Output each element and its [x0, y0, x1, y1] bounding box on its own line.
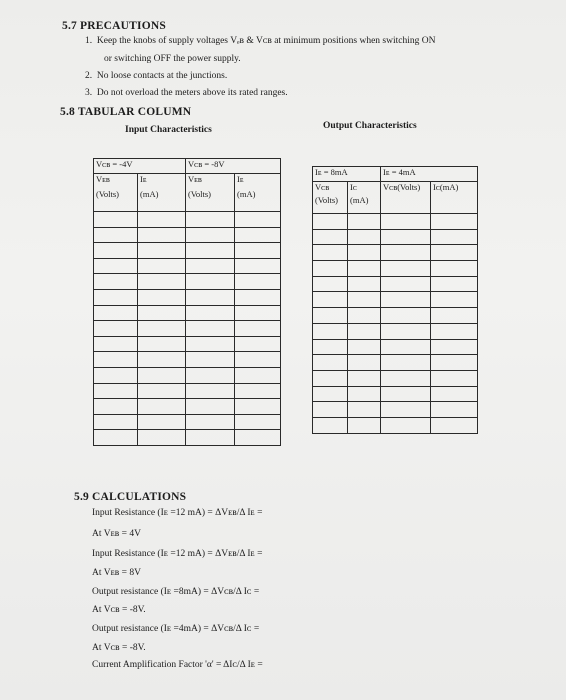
table-row [313, 276, 478, 292]
output-characteristics-title: Output Characteristics [323, 121, 417, 131]
output-table-header: Vᴄʙ(Volts) [381, 182, 431, 214]
blank-cell [138, 383, 186, 399]
blank-cell [235, 212, 281, 228]
blank-cell [94, 383, 138, 399]
blank-cell [138, 274, 186, 290]
blank-cell [381, 276, 431, 292]
blank-cell [313, 276, 348, 292]
table-row [94, 336, 281, 352]
table-row [94, 227, 281, 243]
blank-cell [94, 430, 138, 446]
blank-cell [381, 402, 431, 418]
calc-line-1: Input Resistance (Iᴇ =12 mA) = ΔVᴇʙ/Δ Iᴇ = [92, 508, 263, 518]
input-table-group-2: Vᴄʙ = -8V [186, 159, 281, 174]
blank-cell [235, 227, 281, 243]
blank-cell [348, 370, 381, 386]
blank-cell [431, 355, 478, 371]
blank-cell [381, 214, 431, 230]
table-row [313, 370, 478, 386]
blank-cell [186, 367, 235, 383]
blank-cell [431, 245, 478, 261]
blank-cell [381, 261, 431, 277]
output-table-header: Vᴄʙ (Volts) [313, 182, 348, 214]
blank-cell [94, 212, 138, 228]
table-row [94, 258, 281, 274]
blank-cell [431, 417, 478, 433]
blank-cell [348, 417, 381, 433]
blank-cell [348, 308, 381, 324]
input-table-header: Iᴇ (mA) [138, 174, 186, 212]
blank-cell [431, 276, 478, 292]
table-row [313, 261, 478, 277]
calc-line-6: At Vᴄʙ = -8V. [92, 605, 146, 615]
blank-cell [348, 386, 381, 402]
blank-cell [431, 402, 478, 418]
blank-cell [313, 261, 348, 277]
blank-cell [431, 214, 478, 230]
input-table-header: Vᴇʙ (Volts) [94, 174, 138, 212]
table-row [94, 289, 281, 305]
precaution-item-3: 3. Do not overload the meters above its rated ranges. [85, 88, 288, 98]
blank-cell [235, 352, 281, 368]
blank-cell [381, 339, 431, 355]
blank-cell [313, 245, 348, 261]
table-row [313, 402, 478, 418]
blank-cell [348, 339, 381, 355]
table-row [94, 274, 281, 290]
blank-cell [186, 399, 235, 415]
blank-cell [94, 414, 138, 430]
table-row [313, 245, 478, 261]
blank-cell [235, 321, 281, 337]
blank-cell [235, 258, 281, 274]
table-row [313, 292, 478, 308]
calc-line-7: Output resistance (Iᴇ =4mA) = ΔVᴄʙ/Δ Iᴄ = [92, 624, 260, 634]
calc-line-9: Current Amplification Factor 'α' = ΔIᴄ/Δ Iᴇ = [92, 660, 263, 670]
input-characteristics-table [93, 158, 281, 446]
output-table-group-1: Iᴇ = 8mA [313, 167, 381, 182]
blank-cell [138, 336, 186, 352]
blank-cell [381, 355, 431, 371]
blank-cell [381, 245, 431, 261]
blank-cell [94, 258, 138, 274]
blank-cell [313, 417, 348, 433]
blank-cell [138, 227, 186, 243]
blank-cell [138, 430, 186, 446]
table-row [313, 417, 478, 433]
table-row [94, 399, 281, 415]
table-row [313, 323, 478, 339]
blank-cell [313, 370, 348, 386]
blank-cell [235, 430, 281, 446]
table-row [313, 339, 478, 355]
blank-cell [138, 367, 186, 383]
blank-cell [186, 321, 235, 337]
blank-cell [138, 321, 186, 337]
blank-cell [313, 323, 348, 339]
output-table-header: Iᴄ(mA) [431, 182, 478, 214]
blank-cell [94, 367, 138, 383]
calc-line-8: At Vᴄʙ = -8V. [92, 643, 146, 653]
table-row [313, 229, 478, 245]
blank-cell [431, 323, 478, 339]
input-characteristics-title: Input Characteristics [125, 125, 212, 135]
output-characteristics-table [312, 166, 478, 434]
blank-cell [348, 276, 381, 292]
blank-cell [186, 212, 235, 228]
blank-cell [235, 274, 281, 290]
blank-cell [138, 212, 186, 228]
blank-cell [94, 352, 138, 368]
blank-cell [235, 367, 281, 383]
blank-cell [235, 383, 281, 399]
blank-cell [431, 339, 478, 355]
table-row [94, 430, 281, 446]
blank-cell [431, 261, 478, 277]
calc-line-3: Input Resistance (Iᴇ =12 mA) = ΔVᴇʙ/Δ Iᴇ = [92, 549, 263, 559]
blank-cell [431, 386, 478, 402]
blank-cell [186, 227, 235, 243]
blank-cell [186, 352, 235, 368]
blank-cell [235, 336, 281, 352]
blank-cell [348, 245, 381, 261]
table-row [94, 367, 281, 383]
table-row [94, 305, 281, 321]
blank-cell [186, 305, 235, 321]
blank-cell [186, 243, 235, 259]
table-row [94, 212, 281, 228]
blank-cell [138, 243, 186, 259]
blank-cell [138, 399, 186, 415]
table-row [94, 383, 281, 399]
output-table-group-2: Iᴇ = 4mA [381, 167, 478, 182]
blank-cell [348, 261, 381, 277]
calc-line-4: At Vᴇʙ = 8V [92, 568, 141, 578]
blank-cell [381, 229, 431, 245]
table-row [94, 352, 281, 368]
section-heading-calculations: 5.9 CALCULATIONS [74, 491, 187, 503]
blank-cell [186, 289, 235, 305]
table-row [94, 243, 281, 259]
blank-cell [186, 430, 235, 446]
blank-cell [348, 402, 381, 418]
precaution-item-1-cont: or switching OFF the power supply. [104, 54, 241, 64]
blank-cell [94, 289, 138, 305]
table-row [313, 355, 478, 371]
blank-cell [138, 305, 186, 321]
input-table-group-1: Vᴄʙ = -4V [94, 159, 186, 174]
blank-cell [138, 258, 186, 274]
section-heading-tabular: 5.8 TABULAR COLUMN [60, 106, 192, 118]
blank-cell [94, 321, 138, 337]
output-table-header: Iᴄ (mA) [348, 182, 381, 214]
blank-cell [381, 370, 431, 386]
table-row [94, 321, 281, 337]
section-heading-precautions: 5.7 PRECAUTIONS [62, 20, 166, 32]
blank-cell [313, 308, 348, 324]
blank-cell [186, 258, 235, 274]
blank-cell [94, 305, 138, 321]
blank-cell [348, 323, 381, 339]
blank-cell [186, 414, 235, 430]
table-row [313, 386, 478, 402]
blank-cell [381, 308, 431, 324]
blank-cell [381, 323, 431, 339]
precaution-item-2: 2. No loose contacts at the junctions. [85, 71, 228, 81]
blank-cell [186, 383, 235, 399]
blank-cell [313, 292, 348, 308]
blank-cell [348, 214, 381, 230]
blank-cell [186, 336, 235, 352]
blank-cell [348, 229, 381, 245]
calc-line-2: At Vᴇʙ = 4V [92, 529, 141, 539]
blank-cell [313, 339, 348, 355]
blank-cell [348, 355, 381, 371]
input-table-header: Vᴇʙ (Volts) [186, 174, 235, 212]
blank-cell [348, 292, 381, 308]
blank-cell [235, 289, 281, 305]
blank-cell [381, 386, 431, 402]
input-table-header: Iᴇ (mA) [235, 174, 281, 212]
blank-cell [431, 370, 478, 386]
blank-cell [138, 352, 186, 368]
blank-cell [235, 305, 281, 321]
blank-cell [94, 227, 138, 243]
blank-cell [235, 414, 281, 430]
blank-cell [381, 292, 431, 308]
calc-line-5: Output resistance (Iᴇ =8mA) = ΔVᴄʙ/Δ Iᴄ = [92, 587, 260, 597]
blank-cell [313, 214, 348, 230]
blank-cell [431, 308, 478, 324]
blank-cell [138, 414, 186, 430]
blank-cell [94, 336, 138, 352]
blank-cell [313, 402, 348, 418]
blank-cell [431, 292, 478, 308]
blank-cell [313, 355, 348, 371]
blank-cell [235, 399, 281, 415]
table-row [313, 214, 478, 230]
blank-cell [235, 243, 281, 259]
blank-cell [313, 229, 348, 245]
blank-cell [138, 289, 186, 305]
blank-cell [381, 417, 431, 433]
blank-cell [94, 243, 138, 259]
precaution-item-1: 1. Keep the knobs of supply voltages Vₑʙ & Vᴄʙ at minimum positions when switching ON [85, 36, 436, 46]
blank-cell [94, 399, 138, 415]
table-row [313, 308, 478, 324]
blank-cell [94, 274, 138, 290]
blank-cell [313, 386, 348, 402]
blank-cell [186, 274, 235, 290]
table-row [94, 414, 281, 430]
blank-cell [431, 229, 478, 245]
